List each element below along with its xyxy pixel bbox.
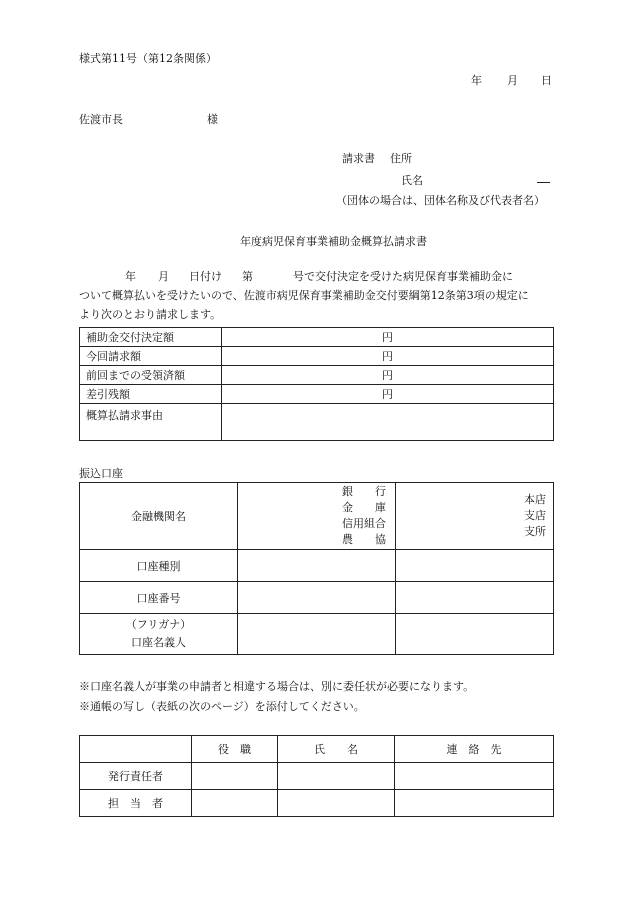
addressee-name: 佐渡市長: [79, 113, 123, 126]
form-number: 様式第11号（第12条関係）: [79, 52, 217, 65]
contact-cell: [278, 790, 395, 817]
table-row: [80, 328, 554, 347]
body-day: 日付け: [189, 270, 222, 283]
date-year-label: 年: [471, 74, 482, 87]
account-type-value: [238, 550, 396, 582]
branch-type-sub: 支所: [524, 525, 546, 538]
body-month: 月: [158, 270, 169, 283]
table-row: [80, 385, 554, 404]
date-month-label: 月: [507, 74, 518, 87]
note-passbook: ※通帳の写し（表紙の次のページ）を添付してください。: [79, 700, 365, 713]
table-row: [80, 404, 554, 441]
amount-label: 補助金交付決定額: [80, 328, 222, 347]
account-number-extra: [396, 582, 554, 614]
amount-table: [79, 327, 554, 441]
holder-value: [238, 614, 396, 655]
account-number-label: 口座番号: [80, 582, 238, 614]
addressee-honorific: 様: [207, 113, 218, 126]
body-line-1: [79, 267, 557, 286]
table-row: [80, 790, 554, 817]
amount-unit: 円: [222, 385, 554, 404]
amount-label: 今回請求額: [80, 347, 222, 366]
reason-value: [222, 404, 554, 441]
table-row: [80, 763, 554, 790]
branch-type-branch: 支店: [524, 509, 546, 522]
table-row: [80, 736, 554, 763]
address-label: 住所: [390, 152, 412, 165]
body-number-prefix: 第: [242, 270, 253, 283]
contact-cell: [395, 790, 554, 817]
body-line-2: ついて概算払いを受けたいので、佐渡市病児保育事業補助金交付要綱第12条第3項の規定に: [79, 289, 529, 302]
branch-type-main: 本店: [524, 493, 546, 506]
contact-cell: [192, 790, 278, 817]
seal-mark: [537, 182, 550, 183]
organization-note: （団体の場合は、団体名称及び代表者名）: [336, 194, 545, 207]
body-line-3: より次のとおり請求します。: [79, 308, 222, 321]
table-row: [80, 483, 554, 550]
amount-unit: 円: [222, 366, 554, 385]
account-number-value: [238, 582, 396, 614]
institution-type-credit-union: 信用組合: [342, 517, 386, 530]
table-row: [80, 582, 554, 614]
body-paragraph: [79, 267, 557, 324]
requester-label: 請求書: [342, 152, 375, 165]
contact-header-blank: [80, 736, 192, 763]
institution-type-bank: 銀 行: [342, 485, 386, 498]
contact-row-label: 担 当 者: [80, 790, 192, 817]
amount-unit: 円: [222, 328, 554, 347]
institution-label: 金融機関名: [80, 483, 238, 550]
reason-label: 概算払請求事由: [80, 404, 222, 441]
contact-cell: [278, 763, 395, 790]
contact-table: [79, 735, 554, 817]
body-line-1-rest: 号で交付決定を受けた病児保育事業補助金に: [293, 270, 513, 283]
institution-type-nokyo: 農 協: [342, 533, 386, 546]
table-row: [80, 550, 554, 582]
amount-label: 前回までの受領済額: [80, 366, 222, 385]
account-type-extra: [396, 550, 554, 582]
holder-label: 口座名義人: [131, 636, 186, 649]
bank-table: [79, 482, 554, 655]
body-year: 年: [125, 270, 136, 283]
table-row: [80, 366, 554, 385]
bank-section-heading: 振込口座: [79, 467, 123, 480]
contact-header-position: 役 職: [192, 736, 278, 763]
contact-header-contact: 連 絡 先: [395, 736, 554, 763]
account-type-label: 口座種別: [80, 550, 238, 582]
branch-type-cell: [396, 483, 554, 550]
institution-type-shinkin: 金 庫: [342, 501, 386, 514]
document-title: 年度病児保育事業補助金概算払請求書: [240, 235, 427, 248]
contact-cell: [192, 763, 278, 790]
table-row: [80, 347, 554, 366]
furigana-label: （フリガナ）: [125, 618, 192, 631]
contact-header-name: 氏 名: [278, 736, 395, 763]
amount-label: 差引残額: [80, 385, 222, 404]
institution-type-cell: [238, 483, 396, 550]
holder-label-cell: [80, 614, 238, 655]
contact-row-label: 発行責任者: [80, 763, 192, 790]
table-row: [80, 614, 554, 655]
note-proxy: ※口座名義人が事業の申請者と相違する場合は、別に委任状が必要になります。: [79, 680, 475, 693]
contact-cell: [395, 763, 554, 790]
amount-unit: 円: [222, 347, 554, 366]
holder-extra: [396, 614, 554, 655]
name-label: 氏名: [401, 174, 423, 187]
date-day-label: 日: [541, 74, 552, 87]
